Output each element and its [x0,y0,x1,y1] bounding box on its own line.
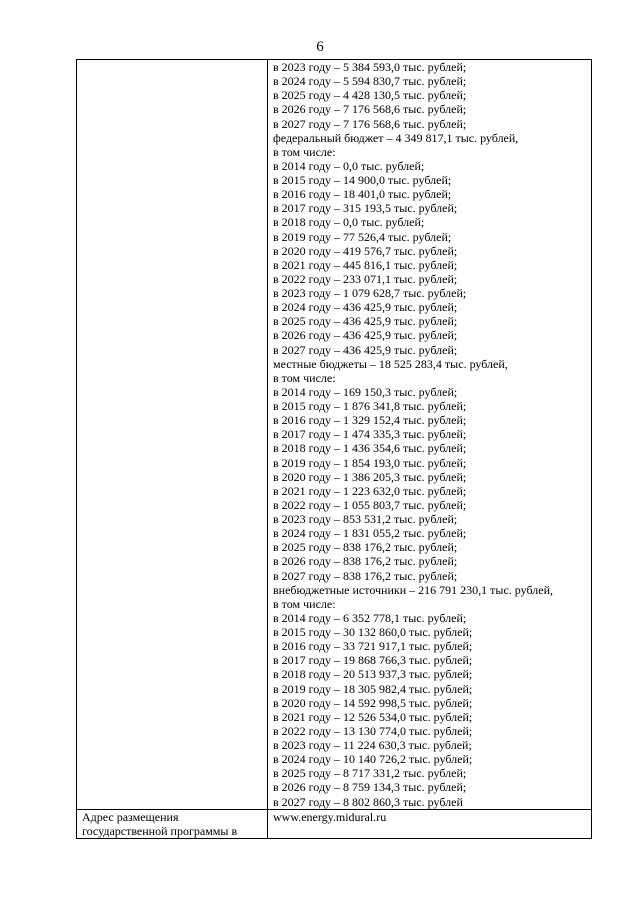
funding-line: в 2015 году – 14 900,0 тыс. рублей; [273,173,452,187]
funding-line: в 2026 году – 838 176,2 тыс. рублей; [273,554,458,569]
funding-line: внебюджетные источники – 216 791 230,1 тыс. рублей, [273,582,554,597]
funding-line: в 2023 году – 1 079 628,7 тыс. рублей; [273,286,467,300]
funding-line: в 2018 году – 0,0 тыс. рублей; [273,215,425,230]
funding-line: в 2021 году – 12 526 534,0 тыс. рублей; [273,709,473,724]
funding-line: в 2024 году – 10 140 726,2 тыс. рублей; [273,752,473,767]
funding-line: в 2017 году – 1 474 335,3 тыс. рублей; [273,427,467,442]
funding-line: в 2016 году – 1 329 152,4 тыс. рублей; [273,413,467,428]
funding-line: в 2019 году – 77 526,4 тыс. рублей; [273,229,452,244]
funding-line: в 2015 году – 1 876 341,8 тыс. рублей; [273,399,467,413]
funding-label-cell [77,60,268,810]
funding-line: в 2023 году – 11 224 630,3 тыс. рублей; [273,738,472,752]
funding-line: в 2027 году – 838 176,2 тыс. рублей; [273,568,458,583]
program-passport-table [76,59,592,839]
funding-line: федеральный бюджет – 4 349 817,1 тыс. рублей, [273,130,519,145]
funding-line: в 2025 году – 436 425,9 тыс. рублей; [273,314,458,329]
address-label-line: Адрес размещения [82,809,179,824]
funding-line: в 2027 году – 8 802 860,3 тыс. рублей [273,794,463,809]
funding-line: в 2017 году – 315 193,5 тыс. рублей; [273,201,458,216]
funding-line: местные бюджеты – 18 525 283,4 тыс. рублей, [273,356,508,371]
funding-line: в 2017 году – 19 868 766,3 тыс. рублей; [273,653,473,668]
page-number: 6 [316,39,324,55]
funding-line: в 2018 году – 1 436 354,6 тыс. рублей; [273,441,467,456]
funding-line: в 2020 году – 14 592 998,5 тыс. рублей; [273,695,473,710]
funding-line: в 2025 году – 838 176,2 тыс. рублей; [273,540,458,555]
funding-line: в том числе: [273,144,336,159]
funding-line: в 2016 году – 33 721 917,1 тыс. рублей; [273,639,473,654]
program-website: www.energy.midural.ru [273,809,387,824]
funding-line: в 2021 году – 445 816,1 тыс. рублей; [273,257,458,272]
address-value-cell [268,809,592,838]
funding-line: в 2027 году – 7 176 568,6 тыс. рублей; [273,116,467,131]
funding-line: в 2022 году – 13 130 774,0 тыс. рублей; [273,723,473,738]
funding-lines [273,60,591,809]
funding-line: в том числе: [273,370,336,385]
address-row [77,809,592,838]
funding-line: в том числе: [273,596,336,611]
funding-line: в 2026 году – 8 759 134,3 тыс. рублей; [273,780,467,795]
funding-line: в 2015 году – 30 132 860,0 тыс. рублей; [273,625,473,639]
funding-line: в 2027 году – 436 425,9 тыс. рублей; [273,342,458,357]
funding-line: в 2021 году – 1 223 632,0 тыс. рублей; [273,483,467,498]
funding-line: в 2019 году – 1 854 193,0 тыс. рублей; [273,455,467,470]
funding-line: в 2025 году – 4 428 130,5 тыс. рублей; [273,88,467,103]
funding-line: в 2020 году – 1 386 205,3 тыс. рублей; [273,469,467,484]
funding-line: в 2024 году – 436 425,9 тыс. рублей; [273,300,458,315]
funding-line: в 2026 году – 7 176 568,6 тыс. рублей; [273,102,467,117]
funding-line: в 2019 году – 18 305 982,4 тыс. рублей; [273,681,473,696]
funding-line: в 2014 году – 0,0 тыс. рублей; [273,158,425,173]
funding-line: в 2023 году – 853 531,2 тыс. рублей; [273,512,458,526]
funding-line: в 2014 году – 6 352 778,1 тыс. рублей; [273,610,467,625]
funding-line: в 2020 году – 419 576,7 тыс. рублей; [273,243,458,258]
funding-value-cell [268,60,592,810]
funding-line: в 2025 году – 8 717 331,2 тыс. рублей; [273,766,467,781]
address-label-cell [77,809,268,838]
funding-line: в 2014 году – 169 150,3 тыс. рублей; [273,384,458,399]
funding-line: в 2022 году – 233 071,1 тыс. рублей; [273,271,458,286]
funding-line: в 2022 году – 1 055 803,7 тыс. рублей; [273,497,467,512]
funding-line: в 2026 году – 436 425,9 тыс. рублей; [273,328,458,343]
funding-line: в 2024 году – 1 831 055,2 тыс. рублей; [273,526,467,541]
funding-line: в 2018 году – 20 513 937,3 тыс. рублей; [273,667,473,682]
funding-row [77,60,592,810]
address-label-line: государственной программы в [82,823,238,838]
funding-line: в 2023 году – 5 384 593,0 тыс. рублей; [273,60,467,74]
funding-line: в 2016 году – 18 401,0 тыс. рублей; [273,187,452,202]
funding-line: в 2024 году – 5 594 830,7 тыс. рублей; [273,74,467,89]
